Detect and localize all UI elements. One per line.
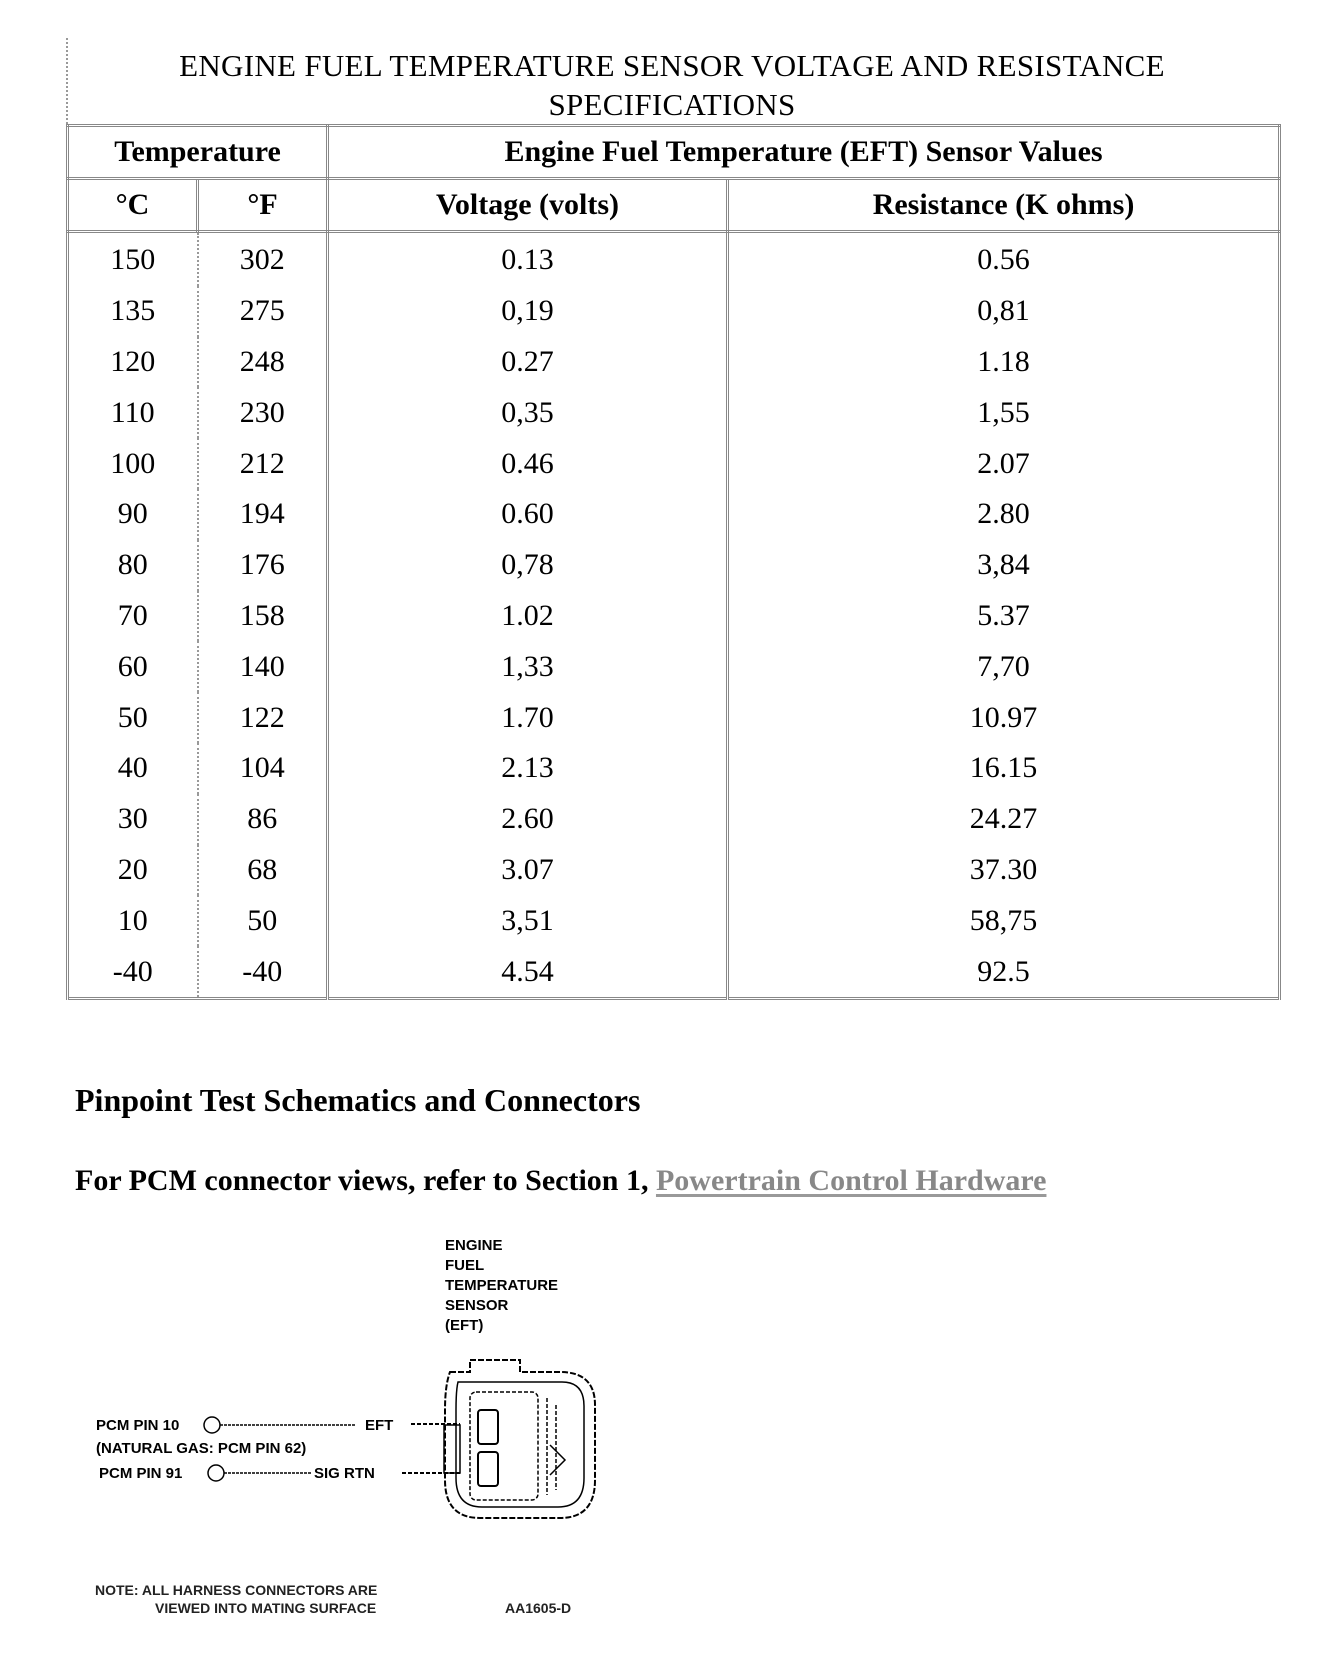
celsius-cell: 110 bbox=[68, 387, 198, 438]
voltage-cell: 3,51 bbox=[328, 895, 728, 946]
sig-rtn-signal-label: SIG RTN bbox=[314, 1465, 375, 1482]
note-line-1: NOTE: ALL HARNESS CONNECTORS ARE bbox=[95, 1582, 378, 1598]
table-row bbox=[68, 387, 1280, 438]
voltage-header: Voltage (volts) bbox=[328, 179, 728, 232]
note-line-2: VIEWED INTO MATING SURFACE bbox=[155, 1600, 377, 1616]
voltage-cell: 2.13 bbox=[328, 743, 728, 794]
voltage-cell: 0.60 bbox=[328, 489, 728, 540]
sensor-label-line-5: (EFT) bbox=[445, 1317, 484, 1334]
eft-signal-label: EFT bbox=[365, 1417, 394, 1434]
eft-schematic bbox=[0, 1220, 1328, 1660]
fahrenheit-cell: 104 bbox=[198, 743, 328, 794]
voltage-cell: 0.13 bbox=[328, 232, 728, 286]
celsius-cell: 90 bbox=[68, 489, 198, 540]
pcm-reference bbox=[75, 1164, 1046, 1198]
resistance-cell: 1,55 bbox=[728, 387, 1280, 438]
table-row bbox=[68, 489, 1280, 540]
fahrenheit-cell: 212 bbox=[198, 438, 328, 489]
fahrenheit-cell: 158 bbox=[198, 591, 328, 642]
celsius-cell: 80 bbox=[68, 540, 198, 591]
celsius-cell: 150 bbox=[68, 232, 198, 286]
celsius-cell: 40 bbox=[68, 743, 198, 794]
powertrain-control-hardware-link[interactable]: Powertrain Control Hardware bbox=[655, 1164, 1047, 1197]
pcm-pin-91-terminal-icon bbox=[208, 1465, 224, 1481]
voltage-cell: 1.02 bbox=[328, 591, 728, 642]
fahrenheit-cell: 194 bbox=[198, 489, 328, 540]
voltage-cell: 0,19 bbox=[328, 286, 728, 337]
resistance-cell: 7,70 bbox=[728, 641, 1280, 692]
fahrenheit-cell: 50 bbox=[198, 895, 328, 946]
celsius-cell: 120 bbox=[68, 337, 198, 388]
table-row bbox=[68, 591, 1280, 642]
resistance-cell: 37.30 bbox=[728, 845, 1280, 896]
fahrenheit-cell: 230 bbox=[198, 387, 328, 438]
resistance-cell: 3,84 bbox=[728, 540, 1280, 591]
voltage-cell: 4.54 bbox=[328, 946, 728, 998]
resistance-header: Resistance (K ohms) bbox=[728, 179, 1280, 232]
fahrenheit-cell: 275 bbox=[198, 286, 328, 337]
celsius-cell: 50 bbox=[68, 692, 198, 743]
celsius-cell: 30 bbox=[68, 794, 198, 845]
fahrenheit-header: °F bbox=[198, 179, 328, 232]
pcm-reference-text: For PCM connector views, refer to Section 1, bbox=[75, 1164, 649, 1197]
celsius-header: °C bbox=[68, 179, 198, 232]
voltage-cell: 0.27 bbox=[328, 337, 728, 388]
table-row bbox=[68, 794, 1280, 845]
fahrenheit-cell: 302 bbox=[198, 232, 328, 286]
celsius-cell: 10 bbox=[68, 895, 198, 946]
fahrenheit-cell: 140 bbox=[198, 641, 328, 692]
table-row bbox=[68, 845, 1280, 896]
resistance-cell: 2.07 bbox=[728, 438, 1280, 489]
fahrenheit-cell: 248 bbox=[198, 337, 328, 388]
celsius-cell: 135 bbox=[68, 286, 198, 337]
connector-icon bbox=[402, 1360, 595, 1518]
spec-table bbox=[66, 124, 1281, 1000]
voltage-cell: 0,35 bbox=[328, 387, 728, 438]
spec-table-body bbox=[68, 232, 1280, 999]
celsius-cell: 100 bbox=[68, 438, 198, 489]
table-row bbox=[68, 743, 1280, 794]
spec-table-title: ENGINE FUEL TEMPERATURE SENSOR VOLTAGE AND RESISTANCE SPECIFICATIONS bbox=[179, 48, 1165, 122]
celsius-cell: 60 bbox=[68, 641, 198, 692]
table-row bbox=[68, 895, 1280, 946]
sensor-label-line-4: SENSOR bbox=[445, 1297, 509, 1314]
resistance-cell: 0.56 bbox=[728, 232, 1280, 286]
temperature-group-header: Temperature bbox=[68, 126, 328, 179]
resistance-cell: 0,81 bbox=[728, 286, 1280, 337]
pcm-pin-10-label: PCM PIN 10 bbox=[96, 1417, 180, 1434]
table-row bbox=[68, 337, 1280, 388]
table-row bbox=[68, 641, 1280, 692]
sensor-label-line-2: FUEL bbox=[445, 1257, 485, 1274]
voltage-cell: 1.70 bbox=[328, 692, 728, 743]
voltage-cell: 0.46 bbox=[328, 438, 728, 489]
table-row bbox=[68, 286, 1280, 337]
sensor-label bbox=[445, 1237, 558, 1334]
table-row bbox=[68, 232, 1280, 286]
celsius-cell: 20 bbox=[68, 845, 198, 896]
fahrenheit-cell: 68 bbox=[198, 845, 328, 896]
resistance-cell: 24.27 bbox=[728, 794, 1280, 845]
pcm-pin-10-terminal-icon bbox=[204, 1417, 220, 1433]
table-row bbox=[68, 946, 1280, 998]
celsius-cell: 70 bbox=[68, 591, 198, 642]
resistance-cell: 10.97 bbox=[728, 692, 1280, 743]
fahrenheit-cell: 122 bbox=[198, 692, 328, 743]
eft-values-group-header: Engine Fuel Temperature (EFT) Sensor Values bbox=[328, 126, 1280, 179]
harness-note bbox=[95, 1582, 377, 1616]
table-row bbox=[68, 438, 1280, 489]
voltage-cell: 2.60 bbox=[328, 794, 728, 845]
section-heading: Pinpoint Test Schematics and Connectors bbox=[75, 1082, 641, 1118]
resistance-cell: 5.37 bbox=[728, 591, 1280, 642]
fahrenheit-cell: 176 bbox=[198, 540, 328, 591]
sensor-label-line-3: TEMPERATURE bbox=[445, 1277, 559, 1294]
fahrenheit-cell: -40 bbox=[198, 946, 328, 998]
pcm-pin-91-label: PCM PIN 91 bbox=[99, 1465, 183, 1482]
celsius-cell: -40 bbox=[68, 946, 198, 998]
table-row bbox=[68, 692, 1280, 743]
figure-id: AA1605-D bbox=[505, 1600, 572, 1616]
resistance-cell: 58,75 bbox=[728, 895, 1280, 946]
resistance-cell: 1.18 bbox=[728, 337, 1280, 388]
resistance-cell: 16.15 bbox=[728, 743, 1280, 794]
resistance-cell: 92.5 bbox=[728, 946, 1280, 998]
voltage-cell: 1,33 bbox=[328, 641, 728, 692]
voltage-cell: 0,78 bbox=[328, 540, 728, 591]
sensor-label-line-1: ENGINE bbox=[445, 1237, 503, 1254]
table-row bbox=[68, 540, 1280, 591]
voltage-cell: 3.07 bbox=[328, 845, 728, 896]
natural-gas-pin-label: (NATURAL GAS: PCM PIN 62) bbox=[96, 1440, 307, 1457]
fahrenheit-cell: 86 bbox=[198, 794, 328, 845]
resistance-cell: 2.80 bbox=[728, 489, 1280, 540]
